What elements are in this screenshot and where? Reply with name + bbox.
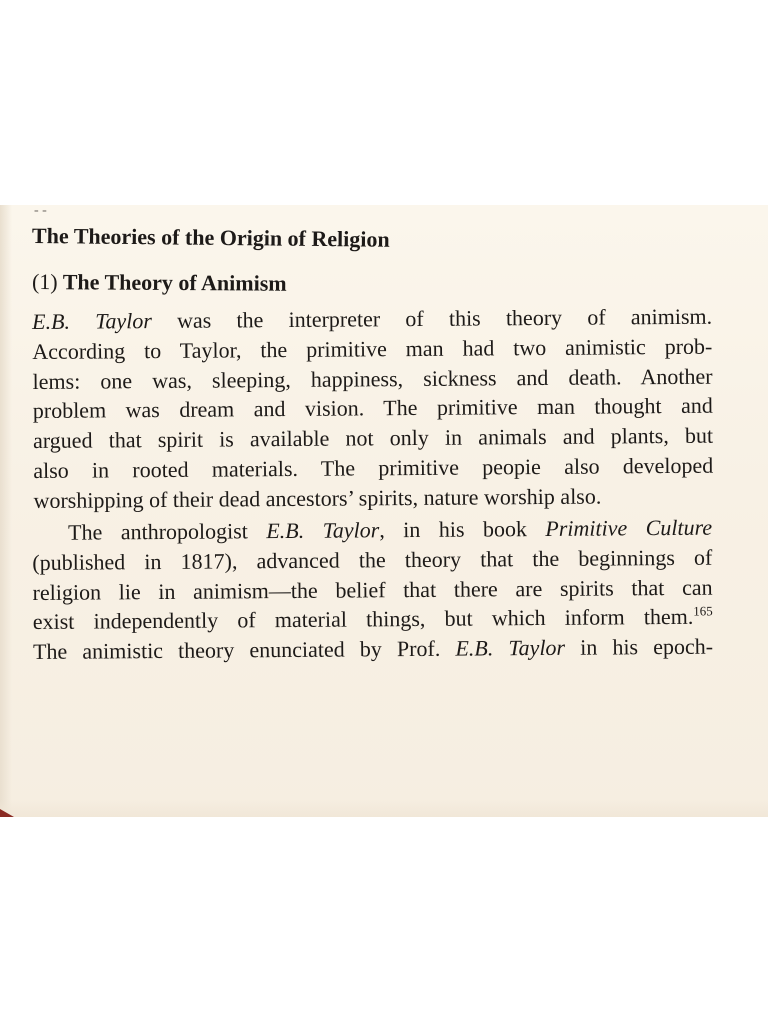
page-corner-mark [0,809,14,817]
author-name: E.B. Taylor [266,516,380,543]
author-name: E.B. Taylor [32,308,152,334]
line-text: The animistic theory enunciated by Prof. [32,635,456,664]
paragraph-line [32,512,712,547]
book-page-photo [0,205,768,817]
line-text: was the interpreter of this theory of animism. [151,303,713,334]
chapter-title: The Theories of the Origin of Religion [31,223,390,252]
paragraph-line [33,631,713,666]
line-text: , in his book [379,515,546,542]
line-text: The anthropologist [68,517,267,545]
paragraph-line: worshipping of their dead ancestors’ spirits, nature worship also. [33,483,602,513]
paragraph-line [33,602,713,637]
paragraph-line: argued that spirit is available not only in animals and plants, but [32,422,714,454]
paragraph-line: also in rooted materials. The primitive peopie also developed [33,452,714,483]
footnote-marker: 165 [693,603,713,619]
page-edge-shadow [0,205,12,817]
book-title: Primitive Culture [545,514,713,541]
page-text [32,221,712,667]
page-top-mark: - - [34,205,47,218]
paragraph-line: According to Taylor, the primitive man had two animistic prob- [32,333,713,364]
section-heading [32,267,712,302]
line-text: in his epoch- [564,633,714,660]
section-title: The Theory of Animism [62,269,287,296]
line-text: exist independently of material things, but which inform them. [32,603,694,634]
author-name: E.B. Taylor [455,634,566,661]
paragraph-line: (published in 1817), advanced the theory that the beginnings of [32,544,713,575]
paragraph-line: problem was dream and vision. The primitive man thought and [32,393,713,424]
section-number: (1) [31,269,58,295]
paragraph-line: lems: one was, sleeping, happiness, sickness and death. Another [32,363,713,394]
paragraph-1 [32,302,714,516]
paragraph-2 [32,512,713,666]
paragraph-line: religion lie in animism—the belief that there are spirits that can [32,573,713,605]
page-bottom-shadow [0,799,768,817]
